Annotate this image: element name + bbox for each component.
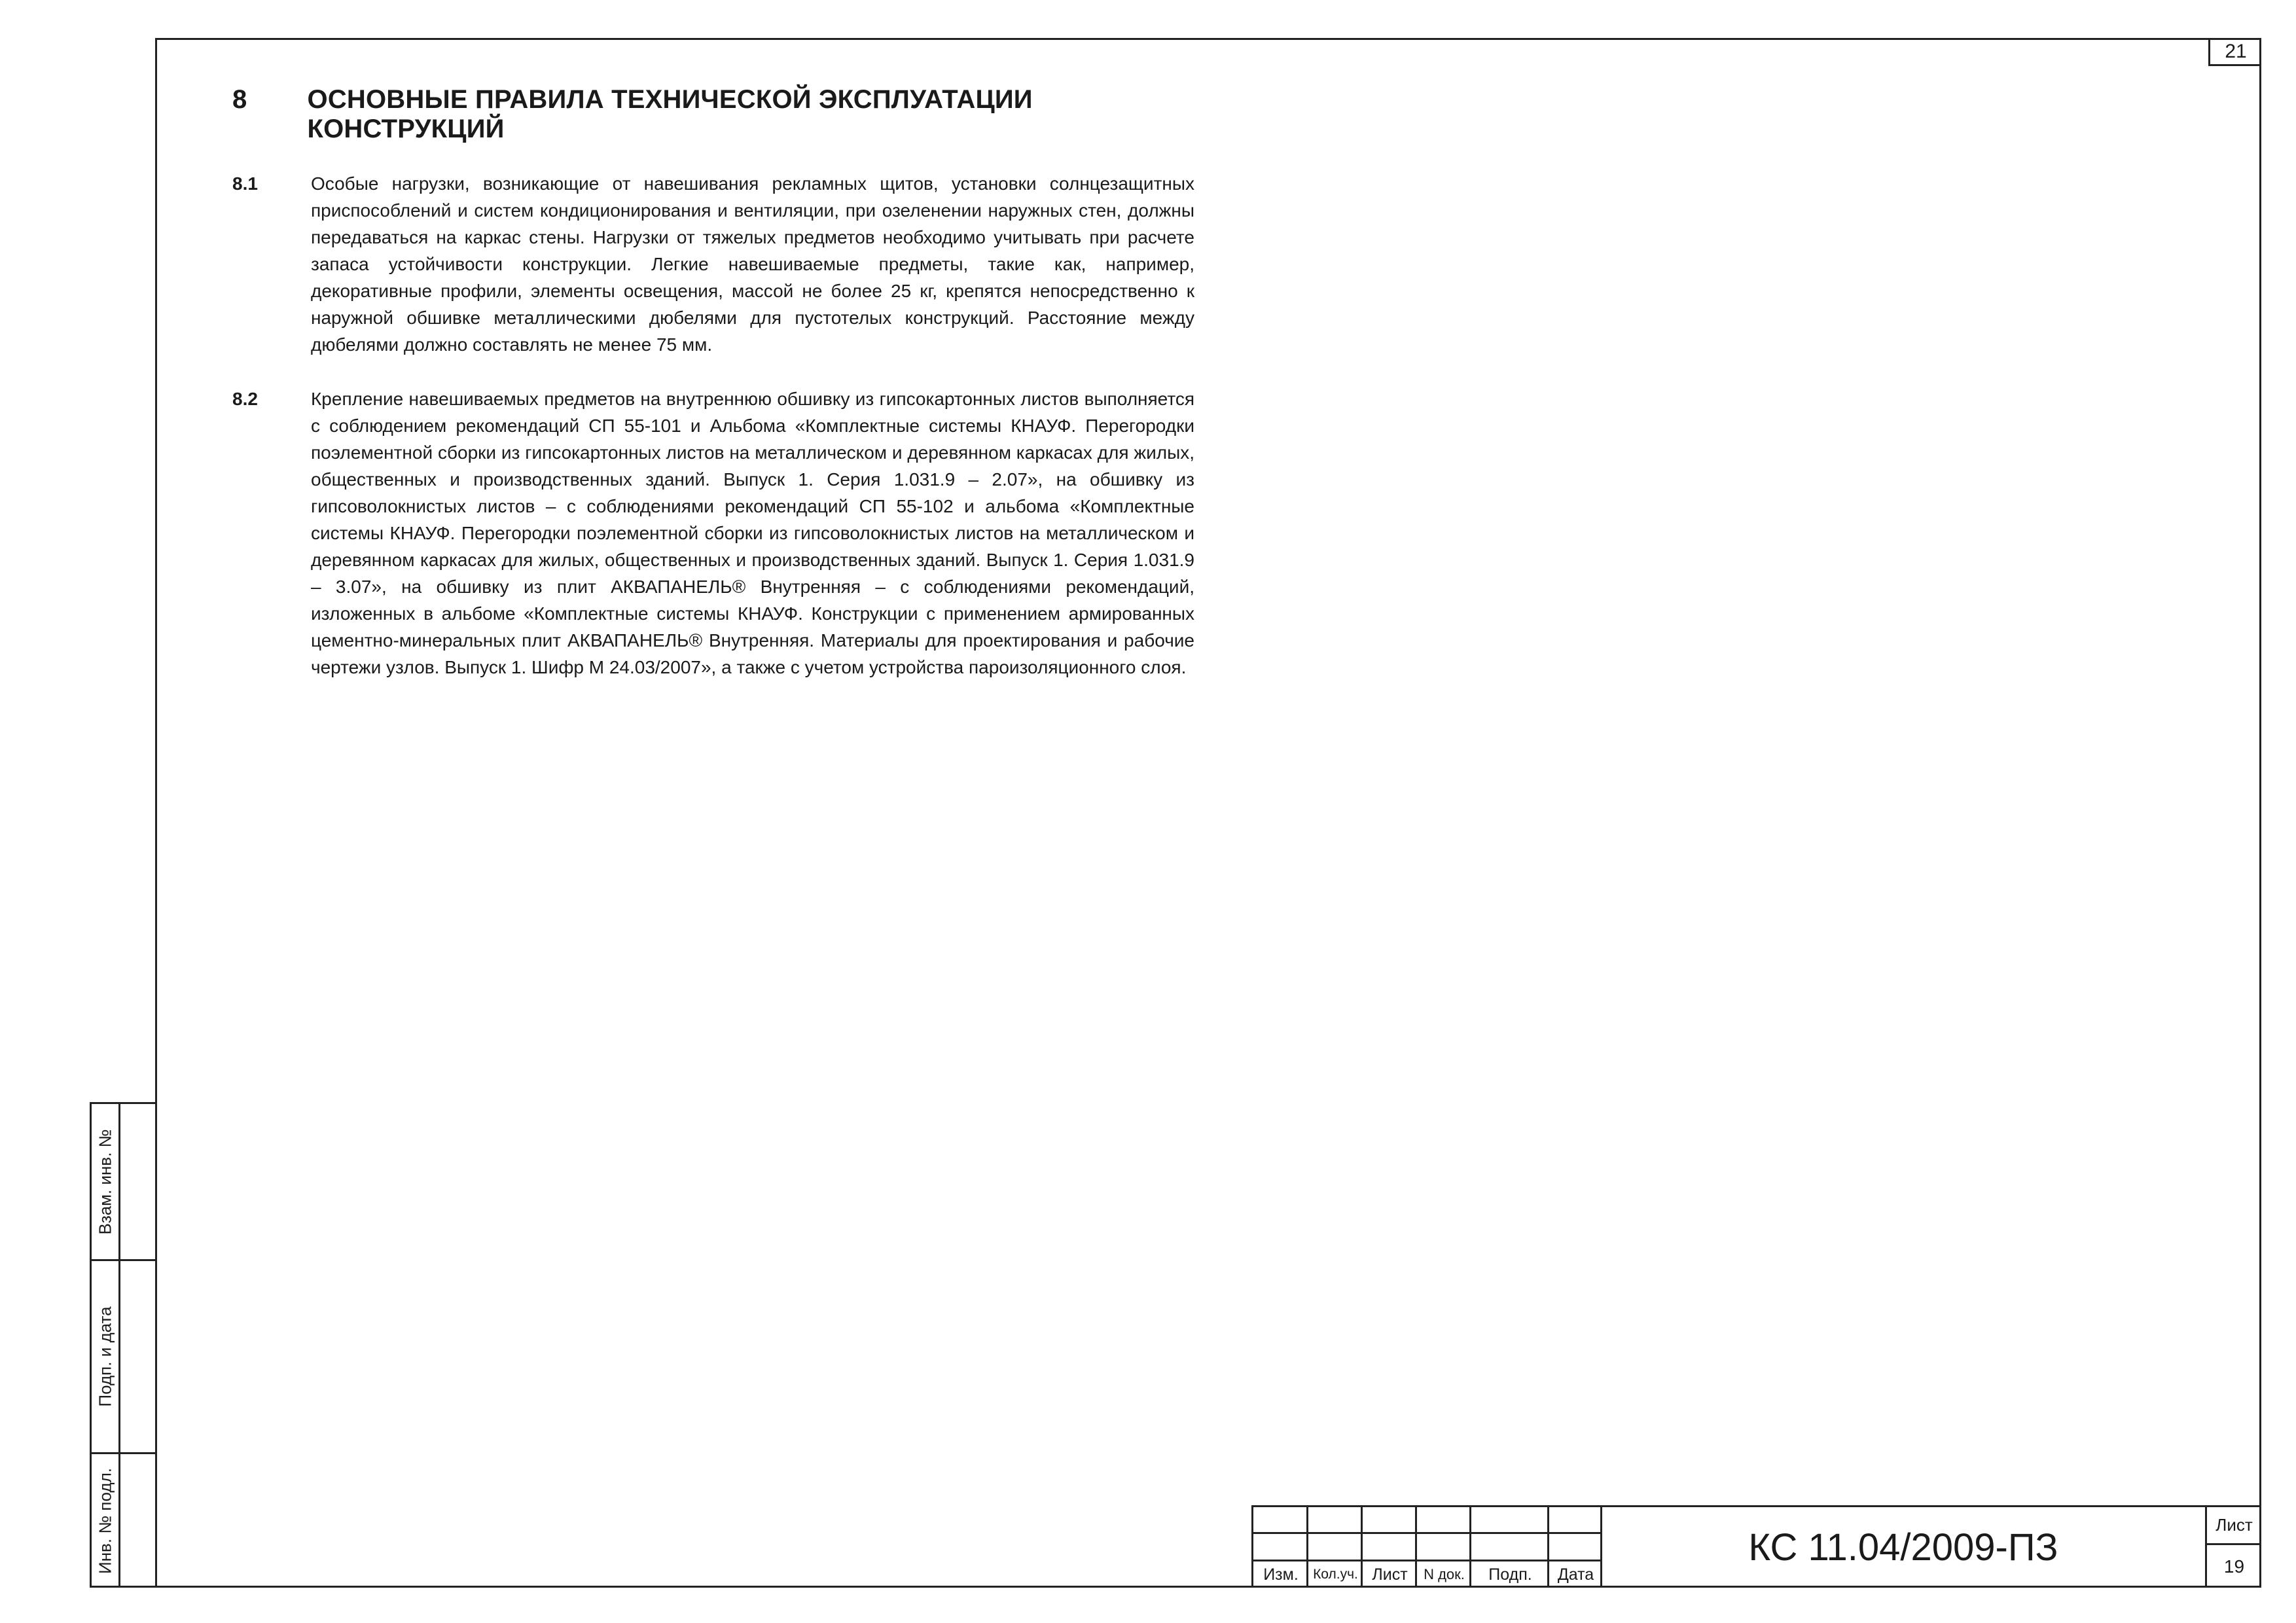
label-podp: Подп.	[1488, 1565, 1532, 1584]
label-n-dok: N док.	[1424, 1566, 1465, 1582]
side-cell-podp-data	[92, 1261, 155, 1454]
side-cell-vzam-inv	[92, 1104, 155, 1261]
section-title: ОСНОВНЫЕ ПРАВИЛА ТЕХНИЧЕСКОЙ ЭКСПЛУАТАЦИИ КОНСТРУКЦИЙ	[307, 85, 1033, 143]
side-cell-inv-podl	[92, 1454, 155, 1588]
sheet-label: Лист	[2207, 1507, 2261, 1545]
label-izm: Изм.	[1263, 1565, 1299, 1584]
side-label-inv-podl: Инв. № подл.	[95, 1468, 115, 1574]
section-heading	[232, 85, 1194, 144]
side-label-vzam-inv: Взам. инв. №	[95, 1128, 115, 1235]
label-kol-uch: Кол.уч.	[1313, 1567, 1358, 1582]
side-stamp	[90, 1102, 155, 1588]
document-content	[232, 85, 1194, 708]
label-list: Лист	[1372, 1565, 1408, 1584]
paragraph-text: Особые нагрузки, возникающие от навешивания рекламных щитов, установки солнцезащитных приспособлений и систем кондиционирования и вентиляции, при озеленении наружных стен, должны передаваться на каркас стены. Нагрузки от тяжелых предметов необходимо учитывать при расчете запаса устойчивости конструкции. Легкие навешиваемые предметы, такие как, например, декоративные профили, элементы освещения, массой не более 25 кг, крепятся непосредственно к наружной обшивке металлическими дюбелями для пустотелых конструкций. Расстояние между дюбелями должно составлять не менее 75 мм.	[311, 173, 1194, 355]
revision-grid	[1253, 1507, 1600, 1588]
page-number-top: 21	[2208, 39, 2261, 66]
label-data: Дата	[1557, 1565, 1594, 1584]
document-code: КС 11.04/2009-ПЗ	[1748, 1526, 2058, 1569]
sheet-number: 19	[2223, 1556, 2245, 1577]
paragraph-text: Крепление навешиваемых предметов на внутреннюю обшивку из гипсокартонных листов выполняется с соблюдением рекомендаций СП 55-101 и Альбома «Комплектные системы КНАУФ. Перегородки поэлементной сборки из гипсокартонных листов на металлическом и деревянном каркасах для жилых, общественных и производственных зданий. Выпуск 1. Серия 1.031.9 – 2.07», на обшивку из гипсоволокнистых листов – с соблюдениями рекомендаций СП 55-102 и альбома «Комплектные системы КНАУФ. Перегородки поэлементной сборки из гипсоволокнистых листов на металлическом и деревянном каркасах для жилых, общественных и производственных зданий. Выпуск 1. Серия 1.031.9 – 3.07», на обшивку из плит АКВАПАНЕЛЬ® Внутренняя – с соблюдениями рекомендаций, изложенных в альбоме «Комплектные системы КНАУФ. Конструкции с применением армированных цементно-минеральных плит АКВАПАНЕЛЬ® Внутренняя. Материалы для проектирования и рабочие чертежи узлов. Выпуск 1. Шифр М 24.03/2007», а также с учетом устройства пароизоляционного слоя.	[311, 389, 1194, 677]
side-label-podp-data: Подп. и дата	[95, 1306, 115, 1407]
section-number: 8	[232, 85, 247, 114]
paragraph-8-2	[232, 385, 1194, 681]
paragraph-number: 8.1	[232, 173, 258, 194]
title-block	[1251, 1505, 2261, 1588]
sheet-box	[2205, 1507, 2261, 1588]
paragraph-number: 8.2	[232, 389, 258, 409]
paragraph-8-1	[232, 170, 1194, 358]
